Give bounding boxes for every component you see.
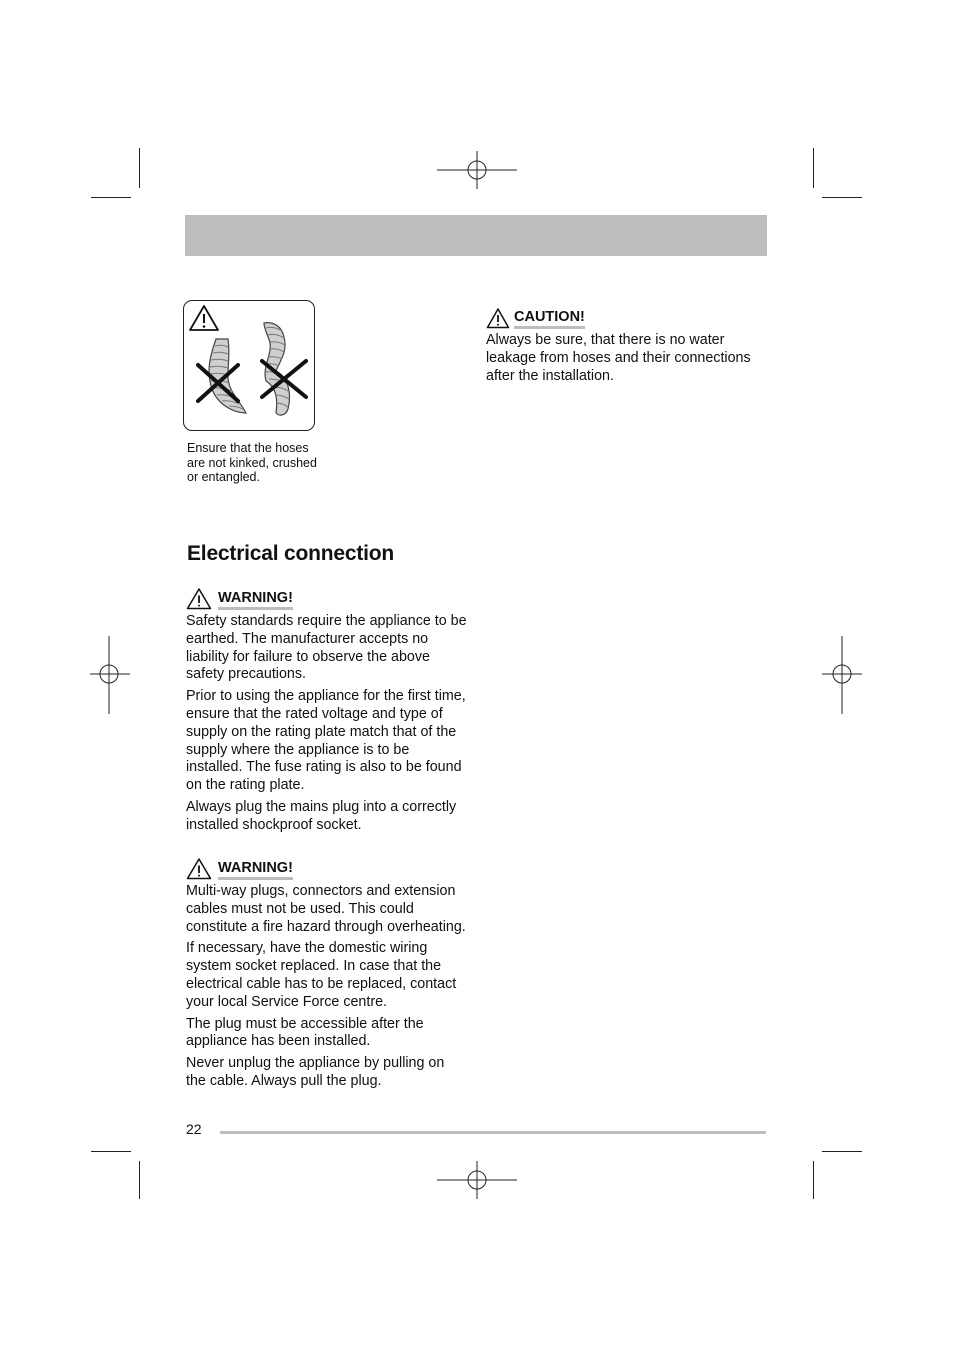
warning-triangle-icon [186, 587, 212, 610]
crop-mark-icon [822, 1151, 862, 1152]
caution-title: CAUTION! [514, 309, 585, 329]
registration-mark-icon [437, 1161, 517, 1201]
warning-triangle-icon [190, 306, 218, 330]
crop-mark-icon [822, 197, 862, 198]
page-number: 22 [186, 1121, 202, 1137]
paragraph: Multi-way plugs, connectors and extension cables must not be used. This could constitute a fire hazard through overheating. [186, 883, 466, 935]
figure-caption: Ensure that the hoses are not kinked, crushed or entangled. [187, 441, 317, 485]
warning-notice-plugs [186, 856, 468, 1095]
crop-mark-icon [139, 1161, 140, 1199]
warning-body [186, 883, 468, 1091]
crop-mark-icon [813, 148, 814, 188]
section-heading: Electrical connection [187, 542, 395, 565]
warning-title: WARNING! [218, 860, 293, 880]
crop-mark-icon [91, 1151, 131, 1152]
registration-mark-icon [437, 151, 517, 191]
crop-mark-icon [813, 1161, 814, 1199]
paragraph: If necessary, have the domestic wiring system socket replaced. In case that the electrical cable has to be replaced, contact your local Service Force centre. [186, 940, 457, 1010]
footer-rule [220, 1131, 766, 1134]
header-band [185, 215, 767, 256]
hose-illustration [183, 300, 315, 431]
warning-header [186, 586, 468, 610]
warning-triangle-icon [486, 307, 510, 329]
caution-notice [486, 305, 766, 385]
warning-body [186, 613, 468, 835]
registration-mark-icon [90, 636, 130, 714]
caution-text: Always be sure, that there is no water leakage from hoses and their connections after the installation. [486, 332, 751, 384]
paragraph: Prior to using the appliance for the first time, ensure that the rated voltage and type of supply on the rating plate match that of the supply where the appliance is to be installed. The fuse rating is also to be found on the rating plate. [186, 688, 466, 794]
warning-header [186, 856, 468, 880]
registration-mark-icon [822, 636, 862, 714]
warning-title: WARNING! [218, 590, 293, 610]
entangled-hose-icon [264, 323, 290, 415]
warning-triangle-icon [186, 857, 212, 880]
caution-header [486, 305, 766, 329]
paragraph: Safety standards require the appliance to be earthed. The manufacturer accepts no liability for failure to observe the above safety precautions. [186, 613, 467, 683]
warning-notice-earthing [186, 586, 468, 839]
paragraph: The plug must be accessible after the appliance has been installed. [186, 1015, 424, 1050]
crop-mark-icon [139, 148, 140, 188]
paragraph: Always plug the mains plug into a correctly installed shockproof socket. [186, 798, 457, 833]
paragraph: Never unplug the appliance by pulling on the cable. Always pull the plug. [186, 1055, 445, 1089]
crop-mark-icon [91, 197, 131, 198]
